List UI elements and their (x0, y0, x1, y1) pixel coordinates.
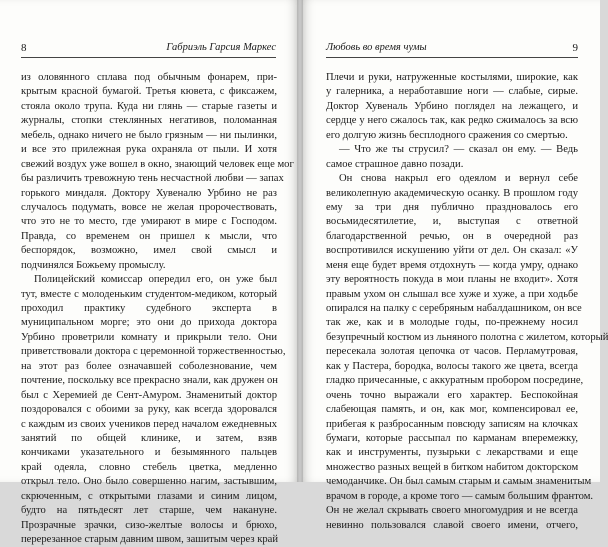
text-line: гладко причесанные, с аккуратным пробором посредине, (326, 375, 584, 387)
text-line: с каждым из своих учеников перед началом ежедневных (21, 418, 277, 430)
text-line: — Что же ты струсил? — сказал он ему. — Ведь (339, 144, 578, 156)
text-line: восьмидесятилетие, и, выступая с ответной (326, 216, 578, 228)
text-line: Он не желал скрывать своего многомудрия и не всегда (326, 505, 578, 517)
text-line: безупречный костюм из льняного полотна с жилетом, который (326, 331, 608, 343)
text-line: свежий воздух уже вошел в окно, знающий человек еще мог (21, 158, 294, 170)
text-line: опирался на палку с серебряным набалдашником, он все (326, 303, 582, 314)
header-rule (21, 57, 276, 58)
running-title: Любовь во время чумы (326, 42, 427, 53)
text-line: край одеяла, словно стебель цветка, медленно (21, 461, 277, 473)
body-text (326, 71, 608, 533)
text-line: почтение, поскольку все прекрасно знали, как дружен он (21, 375, 278, 387)
text-line: ему за три дня публично праздновалось его (326, 201, 578, 213)
text-line: скрюченным, с открытыми глазами и синим лицом, (21, 490, 277, 502)
text-line: сердце у него сжалось так, как редко сжималось за всю (326, 115, 578, 127)
text-line: занятий по общей клинике, и затем, взяв (21, 432, 277, 444)
text-line: Доктор Хувеналь Урбино поглядел на лежащего, и (326, 100, 578, 112)
text-line: и все это прилежная рука охраняла от пыли. И хотя (21, 144, 277, 156)
text-line: Полицейский комиссар опередил его, он уже был (34, 274, 277, 286)
right-page-header (326, 41, 578, 55)
text-line: очень точно выражали его характер. Беспокойная (326, 389, 578, 401)
text-line: Он снова накрыл его одеялом и вернул себе (339, 173, 578, 185)
text-line: тут, вместе с молоденьким студентом-медиком, который (21, 288, 277, 300)
text-line: бумаги, которые рассыпал по карманам вперемежку, (326, 432, 578, 444)
text-line: чемоданчике. Он был самым старым и самым знаменитым (326, 476, 592, 488)
text-line: муниципальном морге; это они до прихода доктора (21, 317, 277, 329)
text-line: подчинялся Божьему промыслу. (21, 259, 166, 271)
text-line: стояла около трупа. Куда ни глянь — старые газеты и (21, 100, 277, 112)
text-line: его долгую жизнь бесплодного сражения со смертью. (326, 129, 568, 141)
body-text (21, 71, 294, 547)
text-line: воспротивился искушению уйти от дел. Он сказал: «У (326, 245, 578, 257)
page-number: 9 (572, 42, 578, 54)
text-line: горького миндаля. Доктору Хувеналю Урбино не раз (21, 187, 277, 199)
text-line: Правда, со временем он пришел к мысли, что (21, 230, 277, 242)
text-line: как и инструменты, пузырьки с лекарствами и еще (326, 447, 578, 459)
text-line: правым ухом он слышал все хуже и хуже, а при ходьбе (326, 288, 578, 300)
right-page (300, 0, 608, 531)
header-rule (326, 57, 578, 58)
text-line: беспорядок, возможно, имел свой смысл и (21, 245, 277, 257)
text-line: пересекала золотая цепочка от часов. Перламутровая, (326, 346, 578, 358)
text-line: крытым красной бумагой. Третья кювета, с фиксажем, (21, 86, 277, 98)
text-line: слабеющая память, и он, как мог, компенсировал ее, (326, 404, 578, 416)
text-line: журналы, стопки стеклянных негативов, поломанная (21, 115, 277, 127)
text-line: на этот раз более означавшей соболезнование, чем (21, 360, 277, 372)
book-gutter (297, 0, 303, 482)
text-line: невинно пользовался славой своего имени, отчего, (326, 519, 578, 531)
text-line: проходил практику судебного эксперта в (21, 303, 277, 314)
page-number: 8 (21, 42, 27, 54)
text-line: бы различить тревожную тень несчастной любви — запах (21, 173, 284, 185)
text-line: эту вероятность покуда в мои планы не входит». Хотя (326, 274, 578, 286)
text-line: будто на пятьдесят лет старше, чем накануне. (21, 505, 277, 517)
text-line: меня еще будет время отдохнуть — когда умру, однако (326, 259, 578, 271)
text-line: кончиками указательного и безымянного пальцев (21, 447, 277, 459)
text-line: врачом в городе, а кроме того — самым большим франтом. (326, 490, 594, 502)
text-line: мебель, однако ничего не было грязным — ни пылинки, (21, 129, 277, 141)
text-line: великолепную академическую осанку. В прошлом году (326, 187, 578, 199)
text-line: так же, как и в молодые годы, по-прежнему носил (326, 317, 578, 329)
text-line: Плечи и руки, натруженные костылями, широкие, как (326, 72, 578, 83)
text-line: прибегая к разбросанным повсюду записям на клочках (326, 418, 578, 430)
text-line: был с Херемией де Сент-Амуром. Знаменитый доктор (21, 389, 277, 401)
left-page-header (21, 41, 276, 55)
text-line: у галерника, а неработавшие ноги — слабые, сирые. (326, 86, 578, 98)
text-line: случалось подумать, вовсе не желая пророчествовать, (21, 201, 277, 213)
text-line: открыл тело. Оно было совершенно нагим, застывшим, (21, 476, 277, 488)
text-line: самое страшное давно позади. (326, 158, 464, 170)
text-line: Прозрачные зрачки, сизо-желтые волосы и брюхо, (21, 519, 277, 531)
text-line: благодарственной речью, он в очередной раз (326, 230, 578, 242)
text-line: как у Пастера, бородка, волосы такого же цвета, всегда (326, 360, 578, 372)
text-line: приветствовали доктора с церемонной торжественностью, (21, 346, 286, 358)
text-line: из оловянного сплава под обычным фонарем, при- (21, 72, 277, 83)
left-page (0, 0, 300, 545)
text-line: Урбино проветрили комнату и прикрыли тело. Они (21, 331, 277, 343)
text-line: перерезанное старым давним швом, зашитым через край (21, 534, 279, 545)
text-line: что это не то место, где умирают в мире с Господом. (21, 216, 277, 228)
text-line: множество разных вещей в битком набитом докторском (326, 461, 579, 473)
running-title: Габриэль Гарсия Маркес (166, 42, 276, 53)
text-line: поздоровался с обоими за руку, как всегда здоровался (21, 404, 277, 416)
